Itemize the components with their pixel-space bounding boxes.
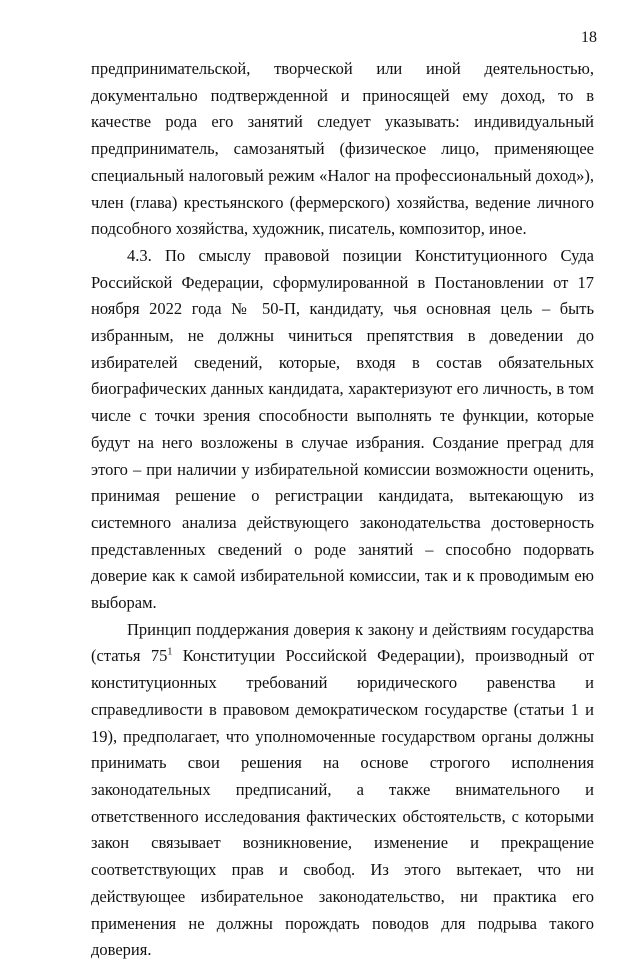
page-number: 18 — [581, 29, 597, 46]
paragraph-continuation: предпринимательской, творческой или иной деятельностью, документально подтвержденной и приносящей ему доход, то в качестве рода его занятий следует указывать: индивидуальный предприниматель, самозанятый (физическое лицо, применяющее специальный налоговый режим «Налог на профессиональный доход»), член (глава) крестьянского (фермерского) хозяйства, ведение личного подсобного хозяйства, художник, писатель, композитор, иное. — [91, 59, 594, 239]
paragraph-section-4-3: 4.3. По смыслу правовой позиции Конституционного Суда Российской Федерации, сформулированной в Постановлении от 17 ноября 2022 года № 50-П, кандидату, чья основная цель – быть избранным, не должны чиниться препятствия в доведении до избирателей сведений, которые, входя в состав обязательных биографических данных кандидата, характеризуют его личность, в том числе с точки зрения способности выполнять те функции, которые будут на него возложены в случае избрания. Создание преград для этого – при наличии у избирательной комиссии возможности оценить, принимая решение о регистрации кандидата, вытекающую из системного анализа действующего законодательства достоверность представленных сведений о роде занятий – способно подорвать доверие как к самой избирательной комиссии, так и к проводимым ею выборам. — [91, 245, 594, 613]
paragraph-trust-principle-start: Принцип поддержания доверия к закону и действиям государства (статья 75 — [91, 619, 594, 666]
paragraph-trust-principle-rest: Конституции Российской Федерации), производный от конституционных требований юридического равенства и справедливости в правовом демократическом государстве (статьи 1 и 19), предполагает, что уполномоченные государством органы должны принимать свои решения на основе строгого исполнения законодательных предписаний, а также внимательного и ответственного исследования фактических обстоятельств, с которыми закон связывает возникновение, изменение и прекращение соответствующих прав и свобод. Из этого вытекает, что ни действующее избирательное законодательство, ни практика его применения не должны порождать поводов для подрыва такого доверия. — [91, 646, 594, 960]
article-superscript: 1 — [167, 646, 173, 658]
document-body — [91, 56, 594, 964]
paragraph-trust-principle — [91, 617, 594, 964]
